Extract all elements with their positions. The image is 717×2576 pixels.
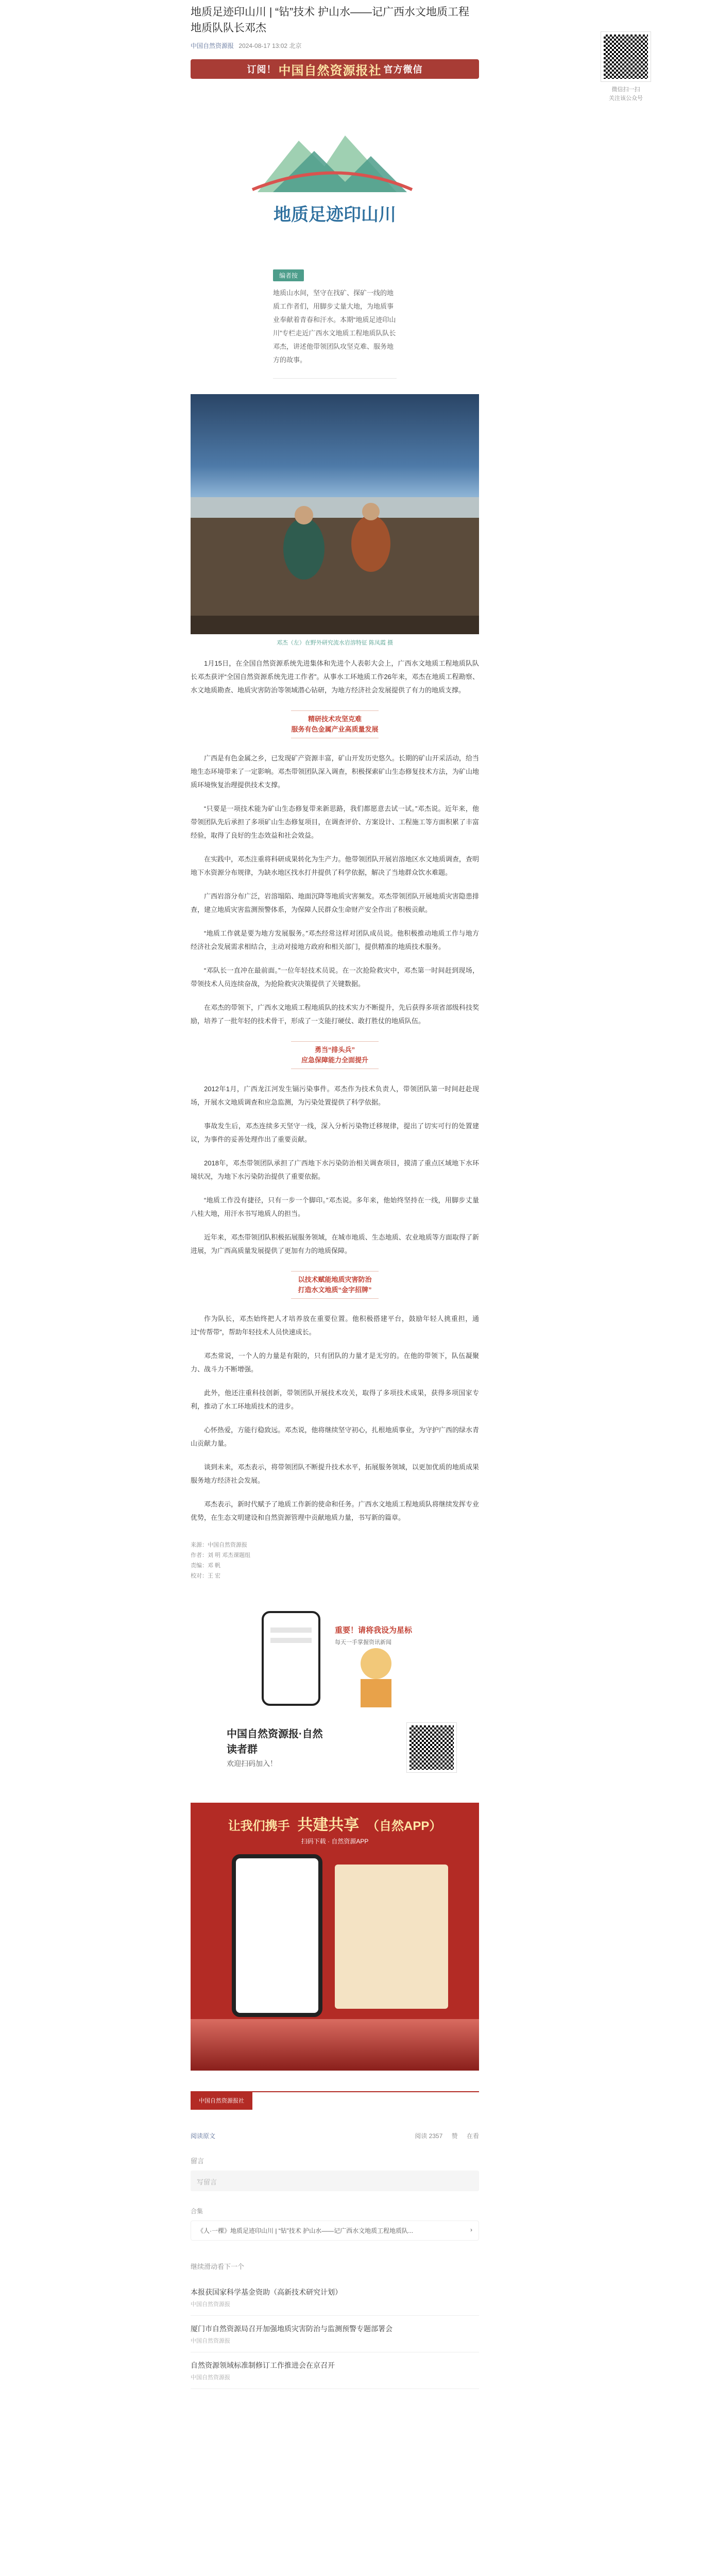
field-photo xyxy=(191,394,479,634)
mountain-logo-icon xyxy=(191,79,479,254)
side-qr-line1: 微信扫一扫 xyxy=(611,87,640,93)
comment-placeholder: 写留言 xyxy=(197,2178,217,2186)
read-original-link[interactable]: 阅读原文 xyxy=(191,2132,216,2140)
related-item[interactable] xyxy=(191,2352,479,2389)
promo4-text: 中国自然资源报社 xyxy=(191,2092,252,2110)
side-qr-line2: 关注该公众号 xyxy=(609,95,643,101)
comment-title: 留言 xyxy=(191,2157,204,2165)
wow-button[interactable]: 在看 xyxy=(466,2132,479,2140)
footer-author: 作者：刘 明 邓杰课题组 xyxy=(191,1552,251,1558)
reader-group-promo xyxy=(191,1715,479,1782)
action-bar xyxy=(191,2131,479,2140)
star-promo xyxy=(242,1602,428,1710)
hero-title: 地质足迹印山川 xyxy=(274,205,396,225)
promo-footer xyxy=(191,2019,479,2071)
footer-editor: 责编：邓 帆 xyxy=(191,1563,221,1569)
reader-group-qr xyxy=(407,1723,456,1772)
paragraph: 邓杰表示，新时代赋予了地质工作新的使命和任务。广西水文地质工程地质队将继续发挥专业优势，在生态文明建设和自然资源管理中贡献地质力量，书写新的篇章。 xyxy=(191,1500,479,1521)
read-count: 阅读 2357 xyxy=(415,2132,443,2140)
chevron-right-icon: › xyxy=(470,2226,472,2233)
collection-item-text: 《人·一棵》地质足迹印山川 | “钻”技术 护山水——记广西水文地质工程地质队... xyxy=(197,2227,414,2234)
promo-illustration xyxy=(335,1865,448,2009)
subscribe-banner[interactable] xyxy=(191,59,479,79)
publish-date: 2024-08-17 13:02 xyxy=(238,42,288,49)
section-heading xyxy=(291,1271,379,1299)
divider xyxy=(273,378,397,379)
article-meta xyxy=(191,41,479,50)
promo3-h1: 让我们携手 xyxy=(228,1819,290,1833)
paragraph: 1月15日，在全国自然资源系统先进集体和先进个人表彰大会上，广西水文地质工程地质队队长邓杰获评“全国自然资源系统先进工作者”。从事水工环地质工作26年来，邓杰在地质工程勘察、水文地质勘查、地质灾害防治等领域潜心钻研，为地方经济社会发展提供了有力的地质支撑。 xyxy=(191,659,479,694)
collection-label: 合集 xyxy=(191,2208,203,2215)
like-button[interactable]: 赞 xyxy=(451,2132,458,2140)
promo2-line2: 读者群 xyxy=(227,1744,258,1755)
paragraph: 2018年，邓杰带领团队承担了广西地下水污染防治相关调查项目，摸清了重点区域地下水环境状况，为地下水污染防治提供了重要依据。 xyxy=(191,1159,479,1180)
paragraph: 作为队长，邓杰始终把人才培养放在重要位置。他积极搭建平台，鼓励年轻人挑重担，通过“传帮带”，帮助年轻技术人员快速成长。 xyxy=(191,1315,479,1336)
related-item[interactable] xyxy=(191,2279,479,2316)
section-heading-line2: 服务有色金属产业高质量发展 xyxy=(291,725,379,733)
paragraph: “邓队长一直冲在最前面。”一位年轻技术员说。在一次抢险救灾中，邓杰第一时间赶到现场，带领技术人员连续奋战，为抢险救灾决策提供了关键数据。 xyxy=(191,967,479,988)
banner-prefix: 订阅！ xyxy=(247,64,277,75)
qr-code xyxy=(601,32,651,81)
promo1-sub: 每天一手掌握资讯新闻 xyxy=(335,1639,391,1646)
promo1-text: 重要！请将我设为星标 xyxy=(335,1626,413,1635)
collection-item[interactable] xyxy=(191,2221,479,2241)
hero-logo xyxy=(191,79,479,254)
section-heading xyxy=(291,1041,379,1069)
paragraph: 谈到未来，邓杰表示，将带领团队不断提升技术水平，拓展服务领域，以更加优质的地质成果服务地方经济社会发展。 xyxy=(191,1463,479,1484)
related-header: 继续滑动看下一个 xyxy=(191,2263,245,2270)
paragraph: “只要是一项技术能为矿山生态修复带来新思路，我们都愿意去试一试。”邓杰说。近年来，他带领团队先后承担了多项矿山生态修复项目，在调查评价、方案设计、工程施工等方面积累了丰富经验，取得了良好的生态效益和社会效益。 xyxy=(191,805,479,839)
related-title: 厦门市自然资源局召开加强地质灾害防治与监测预警专题部署会 xyxy=(191,2325,392,2333)
page-title: 地质足迹印山川 | “钻”技术 护山水——记广西水文地质工程地质队队长邓杰 xyxy=(191,6,469,34)
related-source: 中国自然资源报 xyxy=(191,2301,230,2308)
footer-source: 来源：中国自然资源报 xyxy=(191,1542,247,1548)
paragraph: “地质工作就是要为地方发展服务。”邓杰经常这样对团队成员说。他积极推动地质工作与地方经济社会发展需求相结合，主动对接地方政府和相关部门，提供精准的地质技术服务。 xyxy=(191,929,479,951)
paragraph: 邓杰常说，一个人的力量是有限的，只有团队的力量才是无穷的。在他的带领下，队伍凝聚力、战斗力不断增强。 xyxy=(191,1352,479,1373)
paragraph: 广西是有色金属之乡，已发现矿产资源丰富，矿山开发历史悠久。长期的矿山开采活动，给当地生态环境带来了一定影响。邓杰带领团队深入调查，积极探索矿山生态修复技术方法，为矿山地质环境恢复治理提供技术支撑。 xyxy=(191,754,479,789)
related-title: 自然资源领域标准制修订工作推进会在京召开 xyxy=(191,2361,335,2369)
comment-input[interactable] xyxy=(191,2171,479,2191)
source-link[interactable]: 中国自然资源报 xyxy=(191,42,234,49)
banner-suffix: 官方微信 xyxy=(383,64,423,75)
article-page xyxy=(191,0,479,2389)
related-source: 中国自然资源报 xyxy=(191,2338,230,2344)
related-item[interactable] xyxy=(191,2316,479,2352)
paragraph: 广西岩溶分布广泛，岩溶塌陷、地面沉降等地质灾害频发。邓杰带领团队开展地质灾害隐患排查，建立地质灾害监测预警体系，为保障人民群众生命财产安全作出了积极贡献。 xyxy=(191,892,479,913)
section-heading-line2: 打造水文地质“金字招牌” xyxy=(298,1286,372,1294)
related-title: 本报获国家科学基金资助（高新技术研究计划） xyxy=(191,2288,342,2296)
article-footer xyxy=(191,1540,479,1581)
promo3-h2: 共建共享 xyxy=(297,1817,360,1834)
banner-name: 中国自然资源报社 xyxy=(278,62,382,78)
section-heading-line2: 应急保障能力全面提升 xyxy=(301,1056,368,1064)
paragraph: 在实践中，邓杰注重将科研成果转化为生产力。他带领团队开展岩溶地区水文地质调查，查明地下水资源分布规律，为缺水地区找水打井提供了科学依据，解决了当地群众饮水难题。 xyxy=(191,855,479,876)
editor-note-tag: 编者按 xyxy=(273,269,304,281)
section-heading-line1: 勇当“排头兵” xyxy=(314,1046,355,1054)
paragraph: 2012年1月，广西龙江河发生镉污染事件。邓杰作为技术负责人，带领团队第一时间赶赴现场，开展水文地质调查和应急监测，为污染处置提供了科学依据。 xyxy=(191,1085,479,1106)
paragraph: 心怀热爱，方能行稳致远。邓杰说，他将继续坚守初心，扎根地质事业，为守护广西的绿水青山贡献力量。 xyxy=(191,1426,479,1447)
related-source: 中国自然资源报 xyxy=(191,2375,230,2381)
paragraph: 事故发生后，邓杰连续多天坚守一线，深入分析污染物迁移规律，提出了切实可行的处置建议，为事件的妥善处理作出了重要贡献。 xyxy=(191,1122,479,1143)
section-heading-line1: 精研技术攻坚克难 xyxy=(308,715,362,723)
promo3-sub: 扫码下载 · 自然资源APP xyxy=(301,1838,369,1845)
promo3-h3: （自然APP） xyxy=(366,1819,442,1833)
footer-proof: 校对：王 宏 xyxy=(191,1573,221,1579)
app-promo xyxy=(191,1803,479,2071)
paragraph: 此外，他还注重科技创新，带领团队开展技术攻关，取得了多项技术成果，获得多项国家专利，推动了水工环地质技术的进步。 xyxy=(191,1389,479,1410)
editor-note: 地质山水间，坚守在找矿、探矿一线的地质工作者们，用脚步丈量大地，为地质事业奉献着青春和汗水。本期“地质足迹印山川”专栏走近广西水文地质工程地质队队长邓杰，讲述他带领团队攻坚克难、服务地方的故事。 xyxy=(273,289,396,364)
photo-caption: 邓杰（左）在野外研究流水岩溶特征 陈凤霞 摄 xyxy=(276,640,394,646)
promo2-line1: 中国自然资源报·自然 xyxy=(227,1728,323,1740)
side-qr-panel xyxy=(598,32,654,103)
newspaper-footer xyxy=(191,2091,479,2111)
promo2-line3: 欢迎扫码加入！ xyxy=(227,1759,277,1768)
section-heading xyxy=(291,710,379,738)
section-heading-line1: 以技术赋能地质灾害防治 xyxy=(298,1276,372,1283)
paragraph: “地质工作没有捷径，只有一步一个脚印。”邓杰说。多年来，他始终坚持在一线，用脚步丈量八桂大地，用汗水书写地质人的担当。 xyxy=(191,1196,479,1217)
paragraph: 近年来，邓杰带领团队积极拓展服务领域，在城市地质、生态地质、农业地质等方面取得了新进展，为广西高质量发展提供了更加有力的地质保障。 xyxy=(191,1233,479,1255)
phone-mockup xyxy=(232,1854,322,2017)
region: 北京 xyxy=(289,42,302,49)
paragraph: 在邓杰的带领下，广西水文地质工程地质队的技术实力不断提升，先后获得多项省部级科技奖励，培养了一批年轻的技术骨干，形成了一支能打硬仗、敢打胜仗的地质队伍。 xyxy=(191,1004,479,1025)
